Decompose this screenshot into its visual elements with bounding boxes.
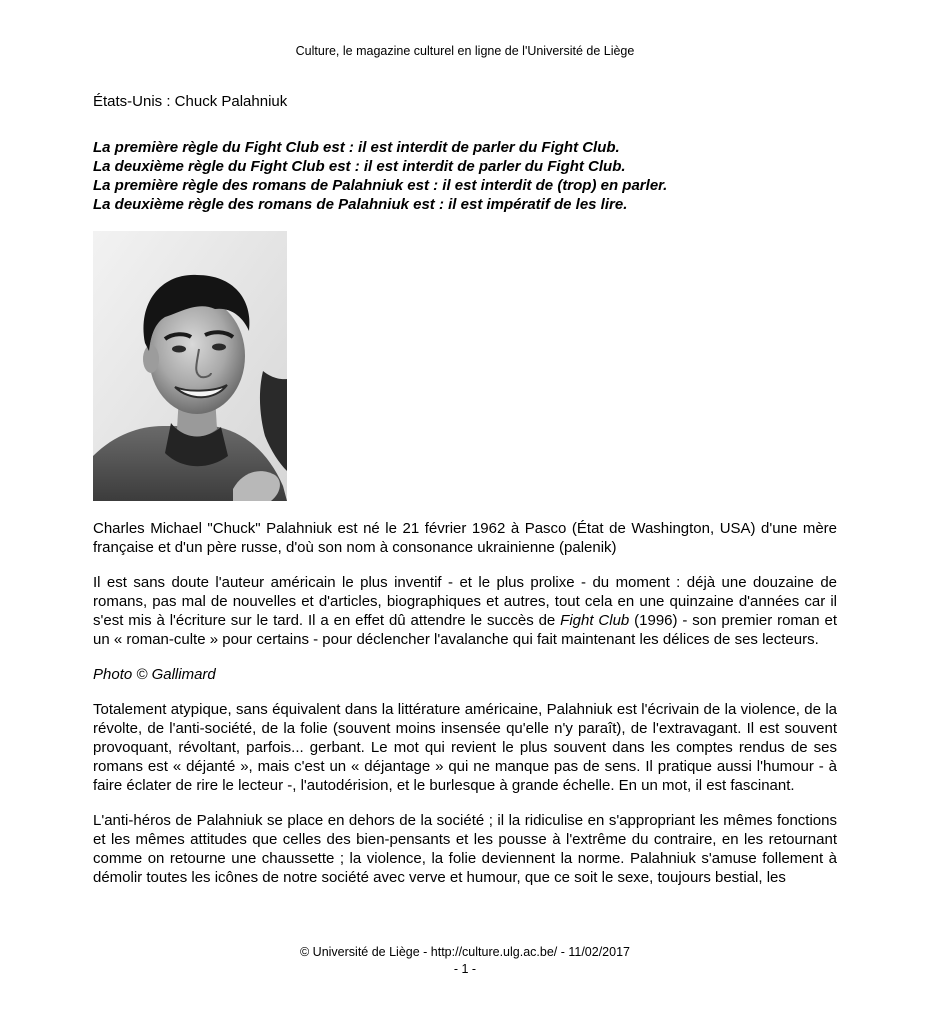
anti-hero-paragraph: L'anti-héros de Palahniuk se place en dehors de la société ; il la ridiculise en s'appropriant les mêmes fonctions et les mêmes attitudes que celles des bien-pensants et les pousse à l'extrême du contraire, en les retournant comme on retourne une chaussette ; la violence, la folie deviennent la norme. Palahniuk s'amuse follement à démolir toutes les icônes de notre société avec verve et humour, que ce soit le sexe, toujours bestial, les — [93, 812, 837, 886]
bio-paragraph: Charles Michael "Chuck" Palahniuk est né le 21 février 1962 à Pasco (État de Washington, USA) d'une mère française et d'un père russe, d'où son nom à consonance ukrainienne (palenik) — [93, 520, 837, 556]
rule-line: La deuxième règle du Fight Club est : il est interdit de parler du Fight Club. — [93, 158, 626, 175]
page-footer — [0, 944, 930, 978]
paragraph-text: (1996) - son premier roman et un « roman-culte » pour certains - pour déclencher l'avalanche qui fait maintenant les délices de ses lecteurs. — [93, 612, 837, 648]
fight-club-rules — [93, 138, 837, 214]
style-paragraph: Totalement atypique, sans équivalent dans la littérature américaine, Palahniuk est l'écrivain de la violence, de la révolte, de l'anti-société, de la folie (souvent moins insensée qu'elle n'y paraît), de l'extravagant. Il est souvent provoquant, révoltant, parfois... gerbant. Le mot qui revient le plus souvent dans les comptes rendus de ses romans est « déjanté », mais c'est un « déjantage » qui ne manque pas de sens. Il pratique aussi l'humour - à faire éclater de rire le lecteur -, l'autodérision, et le burlesque à grande échelle. En un mot, il est fascinant. — [93, 701, 837, 794]
page-header: Culture, le magazine culturel en ligne de l'Université de Liège — [295, 44, 635, 58]
rule-line: La deuxième règle des romans de Palahniuk est : il est impératif de les lire. — [93, 196, 628, 213]
author-photo — [93, 231, 287, 501]
article-content — [93, 92, 837, 903]
paragraph-text: Il est sans doute l'auteur américain le plus inventif - et le plus prolixe - du moment : déjà une douzaine de romans, pas mal de nouvelles et d'articles, biographiques et autres, tout cela en une quinzaine d'années car il s'est mis à l'écriture sur le tard. Il a en effet dû attendre le succès de — [93, 574, 837, 629]
book-title: Fight Club — [560, 612, 630, 629]
photo-caption: Photo © Gallimard — [93, 666, 216, 683]
page-number: - 1 - — [453, 962, 477, 976]
author-paragraph — [93, 573, 837, 649]
footer-copyright: © Université de Liège - http://culture.ulg.ac.be/ - 11/02/2017 — [299, 945, 630, 959]
rule-line: La première règle du Fight Club est : il est interdit de parler du Fight Club. — [93, 139, 620, 156]
rule-line: La première règle des romans de Palahniuk est : il est interdit de (trop) en parler. — [93, 177, 668, 194]
article-title: États-Unis : Chuck Palahniuk — [93, 93, 288, 110]
